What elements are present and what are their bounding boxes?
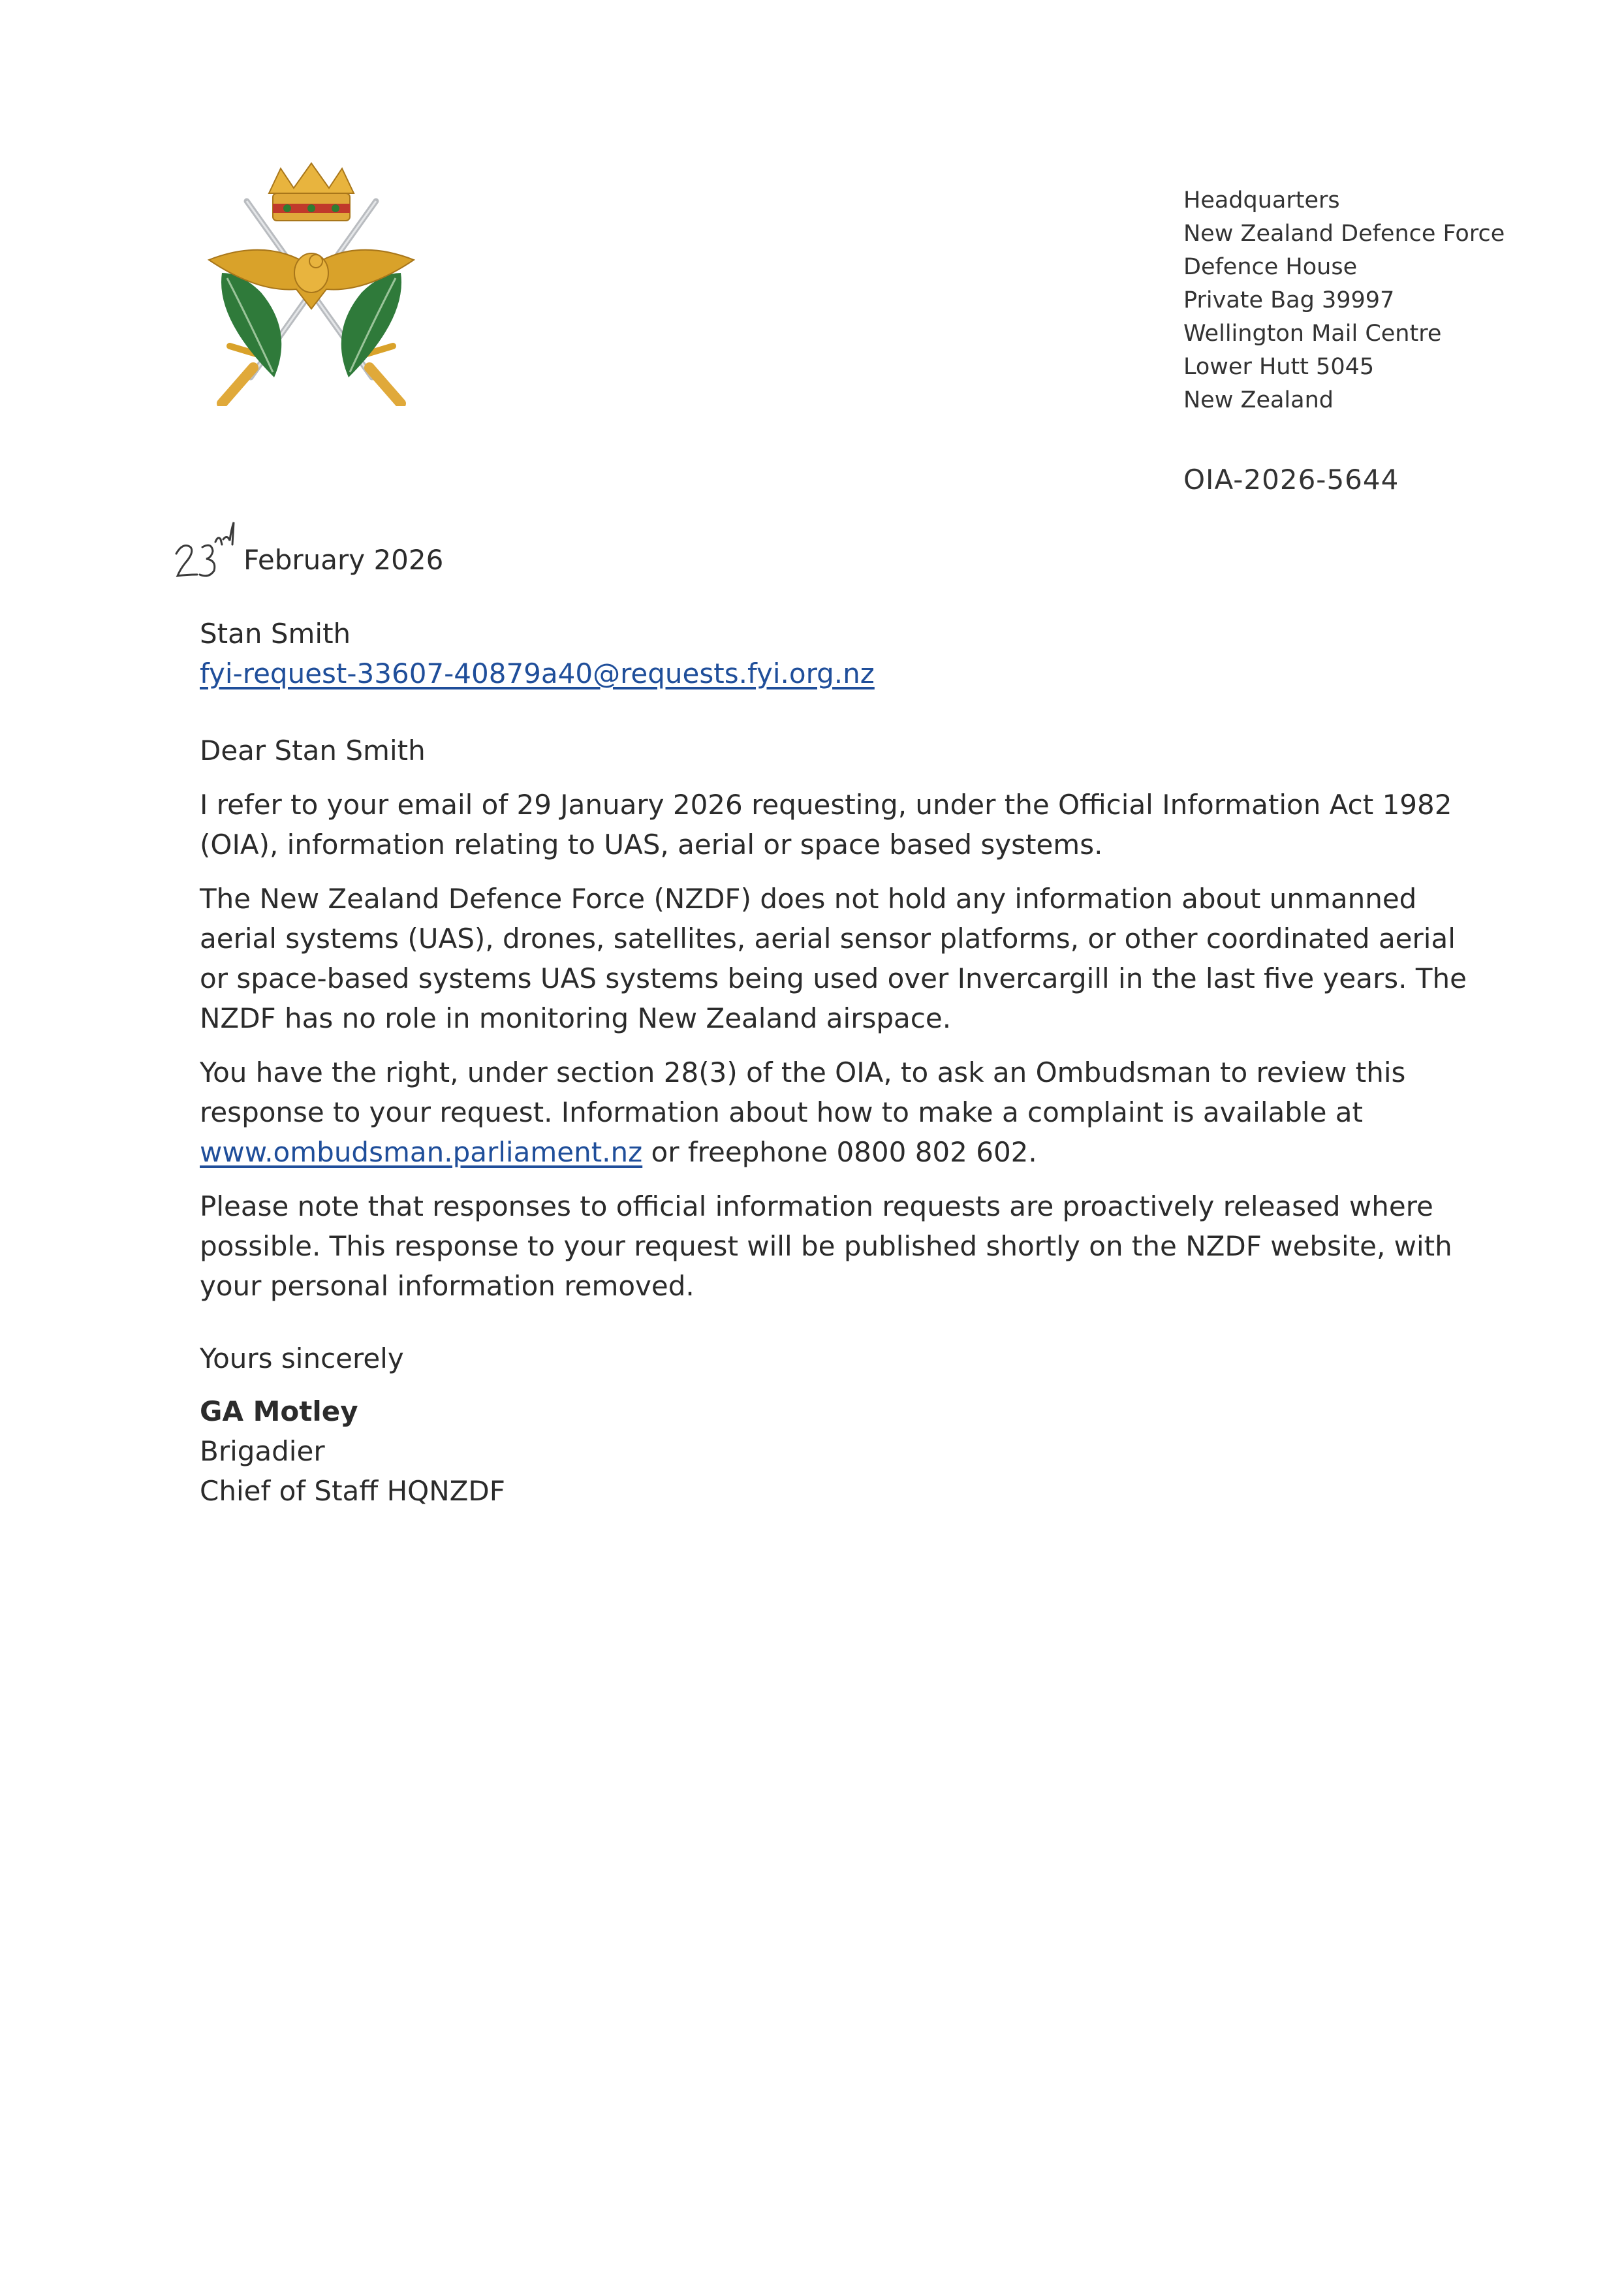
paragraph-line: The New Zealand Defence Force (NZDF) does not hold any information about unmanned	[200, 883, 1417, 915]
paragraph-line: NZDF has no role in monitoring New Zealand airspace.	[200, 1002, 952, 1034]
address-line: New Zealand	[1183, 387, 1334, 413]
paragraph-request	[200, 785, 1452, 864]
salutation: Dear Stan Smith	[200, 735, 426, 767]
address-line: New Zealand Defence Force	[1183, 221, 1505, 247]
paragraph-line: your personal information removed.	[200, 1270, 695, 1302]
address-line: Headquarters	[1183, 187, 1340, 214]
sender-address	[1183, 184, 1505, 417]
handwritten-day	[171, 516, 249, 594]
address-line: Private Bag 39997	[1183, 287, 1395, 313]
paragraph-ombudsman	[200, 1053, 1440, 1172]
paragraph-response	[200, 879, 1467, 1038]
letter-date: February 2026	[243, 544, 444, 576]
paragraph-line: I refer to your email of 29 January 2026 requesting, under the Official Information Act 1982	[200, 789, 1452, 821]
paragraph-release-note	[200, 1186, 1452, 1306]
paragraph-line: (OIA), information relating to UAS, aerial or space based systems.	[200, 829, 1103, 861]
paragraph-line: You have the right, under section 28(3) of the OIA, to ask an Ombudsman to review this	[200, 1056, 1406, 1088]
paragraph-line	[200, 1132, 1440, 1172]
nzdf-crest-logo	[196, 162, 427, 406]
signatory-name: GA Motley	[200, 1395, 358, 1427]
signatory-title: Chief of Staff HQNZDF	[200, 1475, 505, 1507]
signatory-rank: Brigadier	[200, 1435, 325, 1467]
reference-number: OIA-2026-5644	[1183, 464, 1399, 496]
recipient-name: Stan Smith	[200, 618, 351, 650]
freephone-text: or freephone 0800 802 602.	[642, 1136, 1037, 1168]
paragraph-line: response to your request. Information about how to make a complaint is available at	[200, 1096, 1363, 1128]
naval-crown-icon	[269, 163, 354, 221]
address-line: Defence House	[1183, 254, 1358, 280]
letter-body	[200, 614, 1467, 1511]
address-line: Wellington Mail Centre	[1183, 321, 1442, 347]
ombudsman-link[interactable]: www.ombudsman.parliament.nz	[200, 1136, 643, 1168]
paragraph-line: possible. This response to your request will be published shortly on the NZDF website, with	[200, 1230, 1452, 1262]
paragraph-line: aerial systems (UAS), drones, satellites, aerial sensor platforms, or other coordinated aerial	[200, 923, 1456, 955]
paragraph-line: or space-based systems UAS systems being used over Invercargill in the last five years. The	[200, 962, 1467, 994]
address-line: Lower Hutt 5045	[1183, 354, 1375, 380]
recipient-email-link[interactable]: fyi-request-33607-40879a40@requests.fyi.org.nz	[200, 657, 875, 689]
paragraph-line: Please note that responses to official information requests are proactively released where	[200, 1190, 1433, 1222]
closing: Yours sincerely	[200, 1342, 404, 1374]
